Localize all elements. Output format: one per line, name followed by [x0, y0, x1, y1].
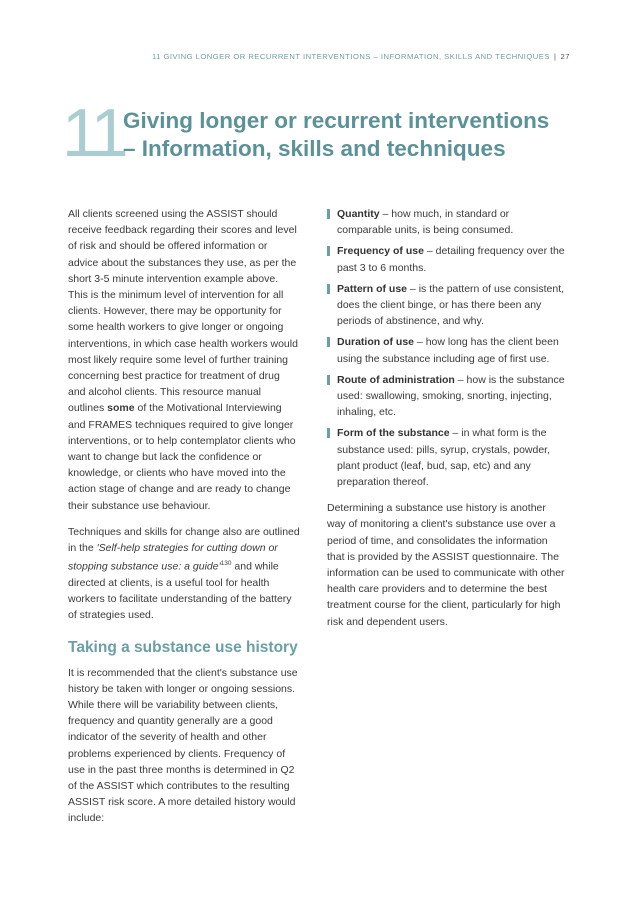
bullet-bar-icon [327, 337, 330, 347]
list-item [327, 281, 565, 330]
list-item [327, 243, 565, 275]
bullet-term: Quantity [337, 208, 380, 220]
bullet-bar-icon [327, 428, 330, 438]
history-bullet-list [327, 206, 565, 490]
bullet-term: Pattern of use [337, 282, 408, 295]
intro-text-end: of the Motivational Interviewing and FRAMES techniques required to give longer interventions, or to help contemplator clients who want to change but lack the confidence or knowledge, or clients who have moved into the action stage of change and are ready to change their substance use behaviour. [68, 402, 296, 512]
bullet-term: Duration of use [337, 336, 415, 349]
bullet-term: Frequency of use [337, 245, 424, 258]
chapter-title-line2: – Information, skills and techniques [123, 136, 506, 161]
bullet-text: – how much, in standard or comparable units, is being consumed. [337, 208, 514, 237]
bullet-text: – in what form is the substance used: pills, syrup, crystals, powder, plant product (leaf, bud, sap, etc) and any preparation thereof. [337, 427, 551, 489]
header-separator: | [553, 52, 557, 61]
history-paragraph: It is recommended that the client's substance use history be taken with longer or ongoing sessions. While there will be variability between clients, frequency and quantity generally are a good indicator of the severity of health and other problems experienced by clients. Frequency of use in the past three months is determined in Q2 of the ASSIST which contributes to the resulting ASSIST risk score. A more detailed history would include: [68, 666, 298, 825]
right-column [327, 206, 565, 640]
bullet-text: – how is the substance used: swallowing, smoking, snorting, injecting, inhaling, etc. [337, 373, 565, 419]
bullet-text: – detailing frequency over the past 3 to 6 months. [337, 245, 565, 274]
techniques-text-end: and while directed at clients, is a useful tool for health workers to facilitate understanding of the battery of strategies used. [68, 560, 292, 622]
running-header [152, 52, 570, 61]
guide-title: 'Self-help strategies for cutting down or stopping substance use: a guide' [68, 542, 278, 573]
bullet-bar-icon [327, 209, 330, 219]
techniques-text-start: Techniques and skills for change also are outlined in the [68, 525, 300, 555]
list-item [327, 206, 565, 238]
page-number: 27 [560, 52, 570, 61]
citation-ref: 130 [220, 560, 232, 568]
bullet-text: – how long has the client been using the substance including age of first use. [337, 336, 559, 365]
intro-bold-word: some [107, 402, 135, 415]
techniques-paragraph [68, 524, 300, 624]
intro-paragraph [68, 206, 300, 514]
section-subheading: Taking a substance use history [68, 638, 298, 656]
bullet-bar-icon [327, 246, 330, 256]
list-item [327, 372, 565, 421]
chapter-title [123, 107, 583, 163]
list-item [327, 334, 565, 366]
bullet-bar-icon [327, 284, 330, 294]
left-column [68, 206, 300, 837]
intro-text-start: All clients screened using the ASSIST should receive feedback regarding their scores and level of risk and should be offered information or advice about the substances they use, as per the short 3-5 minute intervention example above. This is the minimum level of intervention for all clients. However, there may be opportunity for some health workers to give longer or ongoing interventions, in which case health workers would most likely require some level of further training concerning best practice for treatment of drug and alcohol clients. This resource manual outlines [68, 208, 298, 415]
chapter-title-line1: Giving longer or recurrent interventions [123, 108, 550, 133]
bullet-text: – is the pattern of use consistent, does the client binge, or has there been any periods of abstinence, and why. [337, 282, 565, 328]
chapter-number: 11 [62, 95, 125, 171]
bullet-term: Route of administration [337, 373, 455, 386]
bullet-bar-icon [327, 375, 330, 385]
bullet-term: Form of the substance [337, 427, 450, 440]
closing-paragraph: Determining a substance use history is another way of monitoring a client's substance use over a period of time, and consolidates the information that is provided by the ASSIST questionnaire. The information can be used to communicate with other health care providers and to determine the best treatment course for the client, particularly for high risk and dependent users. [327, 502, 565, 628]
list-item [327, 425, 565, 490]
running-title: 11 GIVING LONGER OR RECURRENT INTERVENTIONS – INFORMATION, SKILLS AND TECHNIQUES [151, 52, 550, 61]
